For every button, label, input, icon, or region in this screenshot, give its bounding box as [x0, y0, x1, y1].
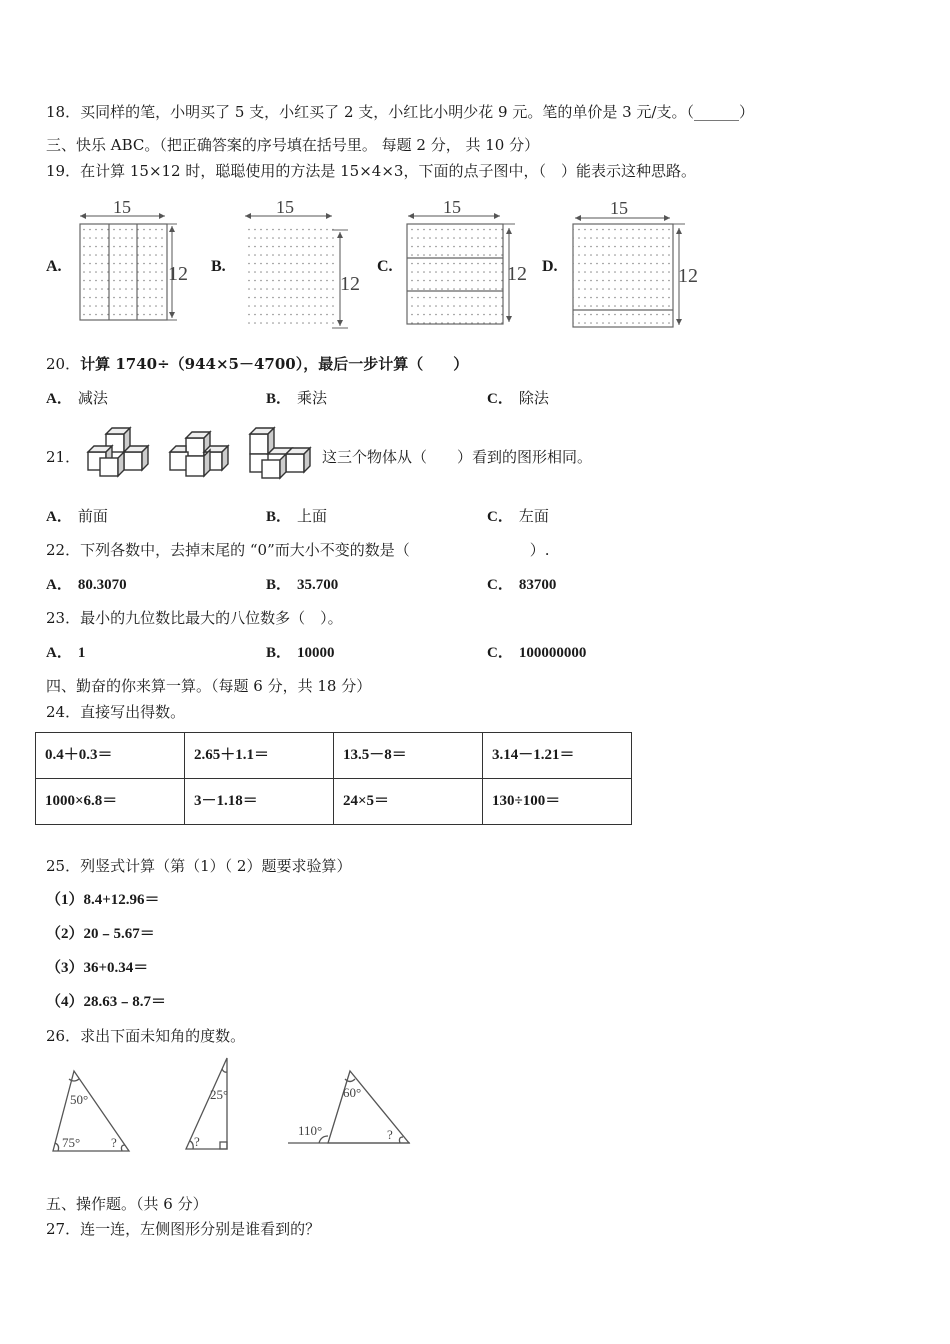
- question-text: 连一连，左侧图形分别是谁看到的？: [80, 1220, 321, 1238]
- question-number: 24．: [46, 703, 81, 721]
- svg-text:60°: 60°: [343, 1085, 362, 1100]
- dot-grid-option-d: [570, 200, 700, 330]
- question-number: 19．: [46, 162, 81, 180]
- question-number: 20．: [46, 355, 81, 373]
- question-21-text: 这三个物体从（ ）看到的图形相同。: [322, 448, 593, 466]
- question-25: [46, 856, 351, 876]
- q22-option-c[interactable]: C． 83700: [487, 577, 557, 593]
- mental-math-table: [35, 732, 632, 825]
- table-cell[interactable]: 3－1.18＝: [185, 779, 334, 825]
- q25-item-1: （1）8.4+12.96＝: [46, 892, 160, 908]
- table-row: [36, 779, 632, 825]
- q25-item-2: （2）20﹣5.67＝: [46, 926, 155, 942]
- svg-text:50°: 50°: [70, 1092, 89, 1107]
- table-row: [36, 733, 632, 779]
- question-23: [46, 608, 343, 628]
- question-26: [46, 1026, 245, 1046]
- question-text: 在计算 15×12 时，聪聪使用的方法是 15×4×3，下面的点子图中，（ ）能表示这种思路。: [80, 162, 696, 180]
- q21-option-a[interactable]: A． 前面: [46, 507, 108, 525]
- q25-item-4: （4）28.63﹣8.7＝: [46, 994, 167, 1010]
- question-number: 25．: [46, 857, 81, 875]
- table-cell[interactable]: 2.65＋1.1＝: [185, 733, 334, 779]
- option-d-label: D.: [542, 258, 558, 275]
- question-number: 27．: [46, 1220, 81, 1238]
- svg-text:?: ?: [194, 1134, 200, 1149]
- q25-item-3: （3）36+0.34＝: [46, 960, 149, 976]
- dot-grid-option-b: [240, 200, 360, 332]
- q21-option-b[interactable]: B． 上面: [266, 507, 328, 525]
- svg-text:15: 15: [113, 200, 131, 217]
- table-cell[interactable]: 0.4＋0.3＝: [36, 733, 185, 779]
- question-number: 18．: [46, 103, 81, 121]
- question-21-number: 21．: [46, 448, 81, 466]
- table-cell[interactable]: 13.5－8＝: [334, 733, 483, 779]
- dot-grid-option-c: [403, 200, 533, 328]
- q20-option-c[interactable]: C． 除法: [487, 389, 549, 407]
- question-22: [46, 540, 550, 560]
- q23-option-b[interactable]: B． 10000: [266, 645, 335, 661]
- question-18: [46, 102, 754, 122]
- question-number: 26．: [46, 1027, 81, 1045]
- question-number: 23．: [46, 609, 81, 627]
- section-3-title: 三、快乐 ABC。（把正确答案的序号填在括号里。 每题 2 分， 共 10 分）: [46, 136, 540, 154]
- table-cell[interactable]: 3.14－1.21＝: [483, 733, 632, 779]
- svg-text:15: 15: [610, 200, 628, 218]
- svg-text:25°: 25°: [210, 1087, 229, 1102]
- svg-text:12: 12: [168, 263, 188, 285]
- section-5-title: 五、操作题。（共 6 分）: [46, 1195, 208, 1213]
- svg-text:12: 12: [340, 273, 360, 295]
- q20-option-b[interactable]: B． 乘法: [266, 389, 328, 407]
- question-text: 直接写出得数。: [80, 703, 186, 721]
- option-b-label: B.: [211, 258, 226, 275]
- question-text: 求出下面未知角的度数。: [80, 1027, 246, 1045]
- svg-text:12: 12: [507, 263, 527, 285]
- option-a-label: A.: [46, 258, 62, 275]
- question-text: 计算 1740÷（944×5－4700），最后一步计算（ ）: [80, 355, 469, 373]
- svg-text:?: ?: [111, 1135, 117, 1150]
- triangle-figures: [40, 1055, 420, 1160]
- cube-figures: [82, 424, 318, 484]
- question-text: 下列各数中，去掉末尾的 “0”而大小不变的数是（ ）.: [80, 541, 550, 559]
- table-cell[interactable]: 1000×6.8＝: [36, 779, 185, 825]
- question-number: 22．: [46, 541, 81, 559]
- question-text: 买同样的笔，小明买了 5 支，小红买了 2 支，小红比小明少花 9 元。笔的单价是 3 元/支。（______）: [80, 103, 754, 121]
- q22-option-b[interactable]: B． 35.700: [266, 577, 339, 593]
- svg-text:75°: 75°: [62, 1135, 81, 1150]
- svg-text:110°: 110°: [298, 1123, 323, 1138]
- question-19: [46, 161, 696, 181]
- q22-option-a[interactable]: A． 80.3070: [46, 577, 127, 593]
- q20-option-a[interactable]: A． 减法: [46, 389, 108, 407]
- q21-option-c[interactable]: C． 左面: [487, 507, 549, 525]
- q23-option-c[interactable]: C． 100000000: [487, 645, 587, 661]
- svg-text:12: 12: [678, 265, 698, 287]
- table-cell[interactable]: 130÷100＝: [483, 779, 632, 825]
- section-4-title: 四、勤奋的你来算一算。（每题 6 分，共 18 分）: [46, 677, 372, 695]
- svg-text:?: ?: [387, 1127, 393, 1142]
- svg-text:15: 15: [276, 200, 294, 217]
- q23-option-a[interactable]: A． 1: [46, 645, 86, 661]
- question-20: [46, 354, 468, 374]
- question-27: [46, 1219, 320, 1239]
- table-cell[interactable]: 24×5＝: [334, 779, 483, 825]
- option-c-label: C.: [377, 258, 393, 275]
- dot-grid-option-a: [75, 200, 195, 328]
- question-text: 最小的九位数比最大的八位数多（ ）。: [80, 609, 343, 627]
- question-24: [46, 702, 185, 722]
- svg-text:15: 15: [443, 200, 461, 217]
- question-text: 列竖式计算（第（1）（ 2）题要求验算）: [80, 857, 352, 875]
